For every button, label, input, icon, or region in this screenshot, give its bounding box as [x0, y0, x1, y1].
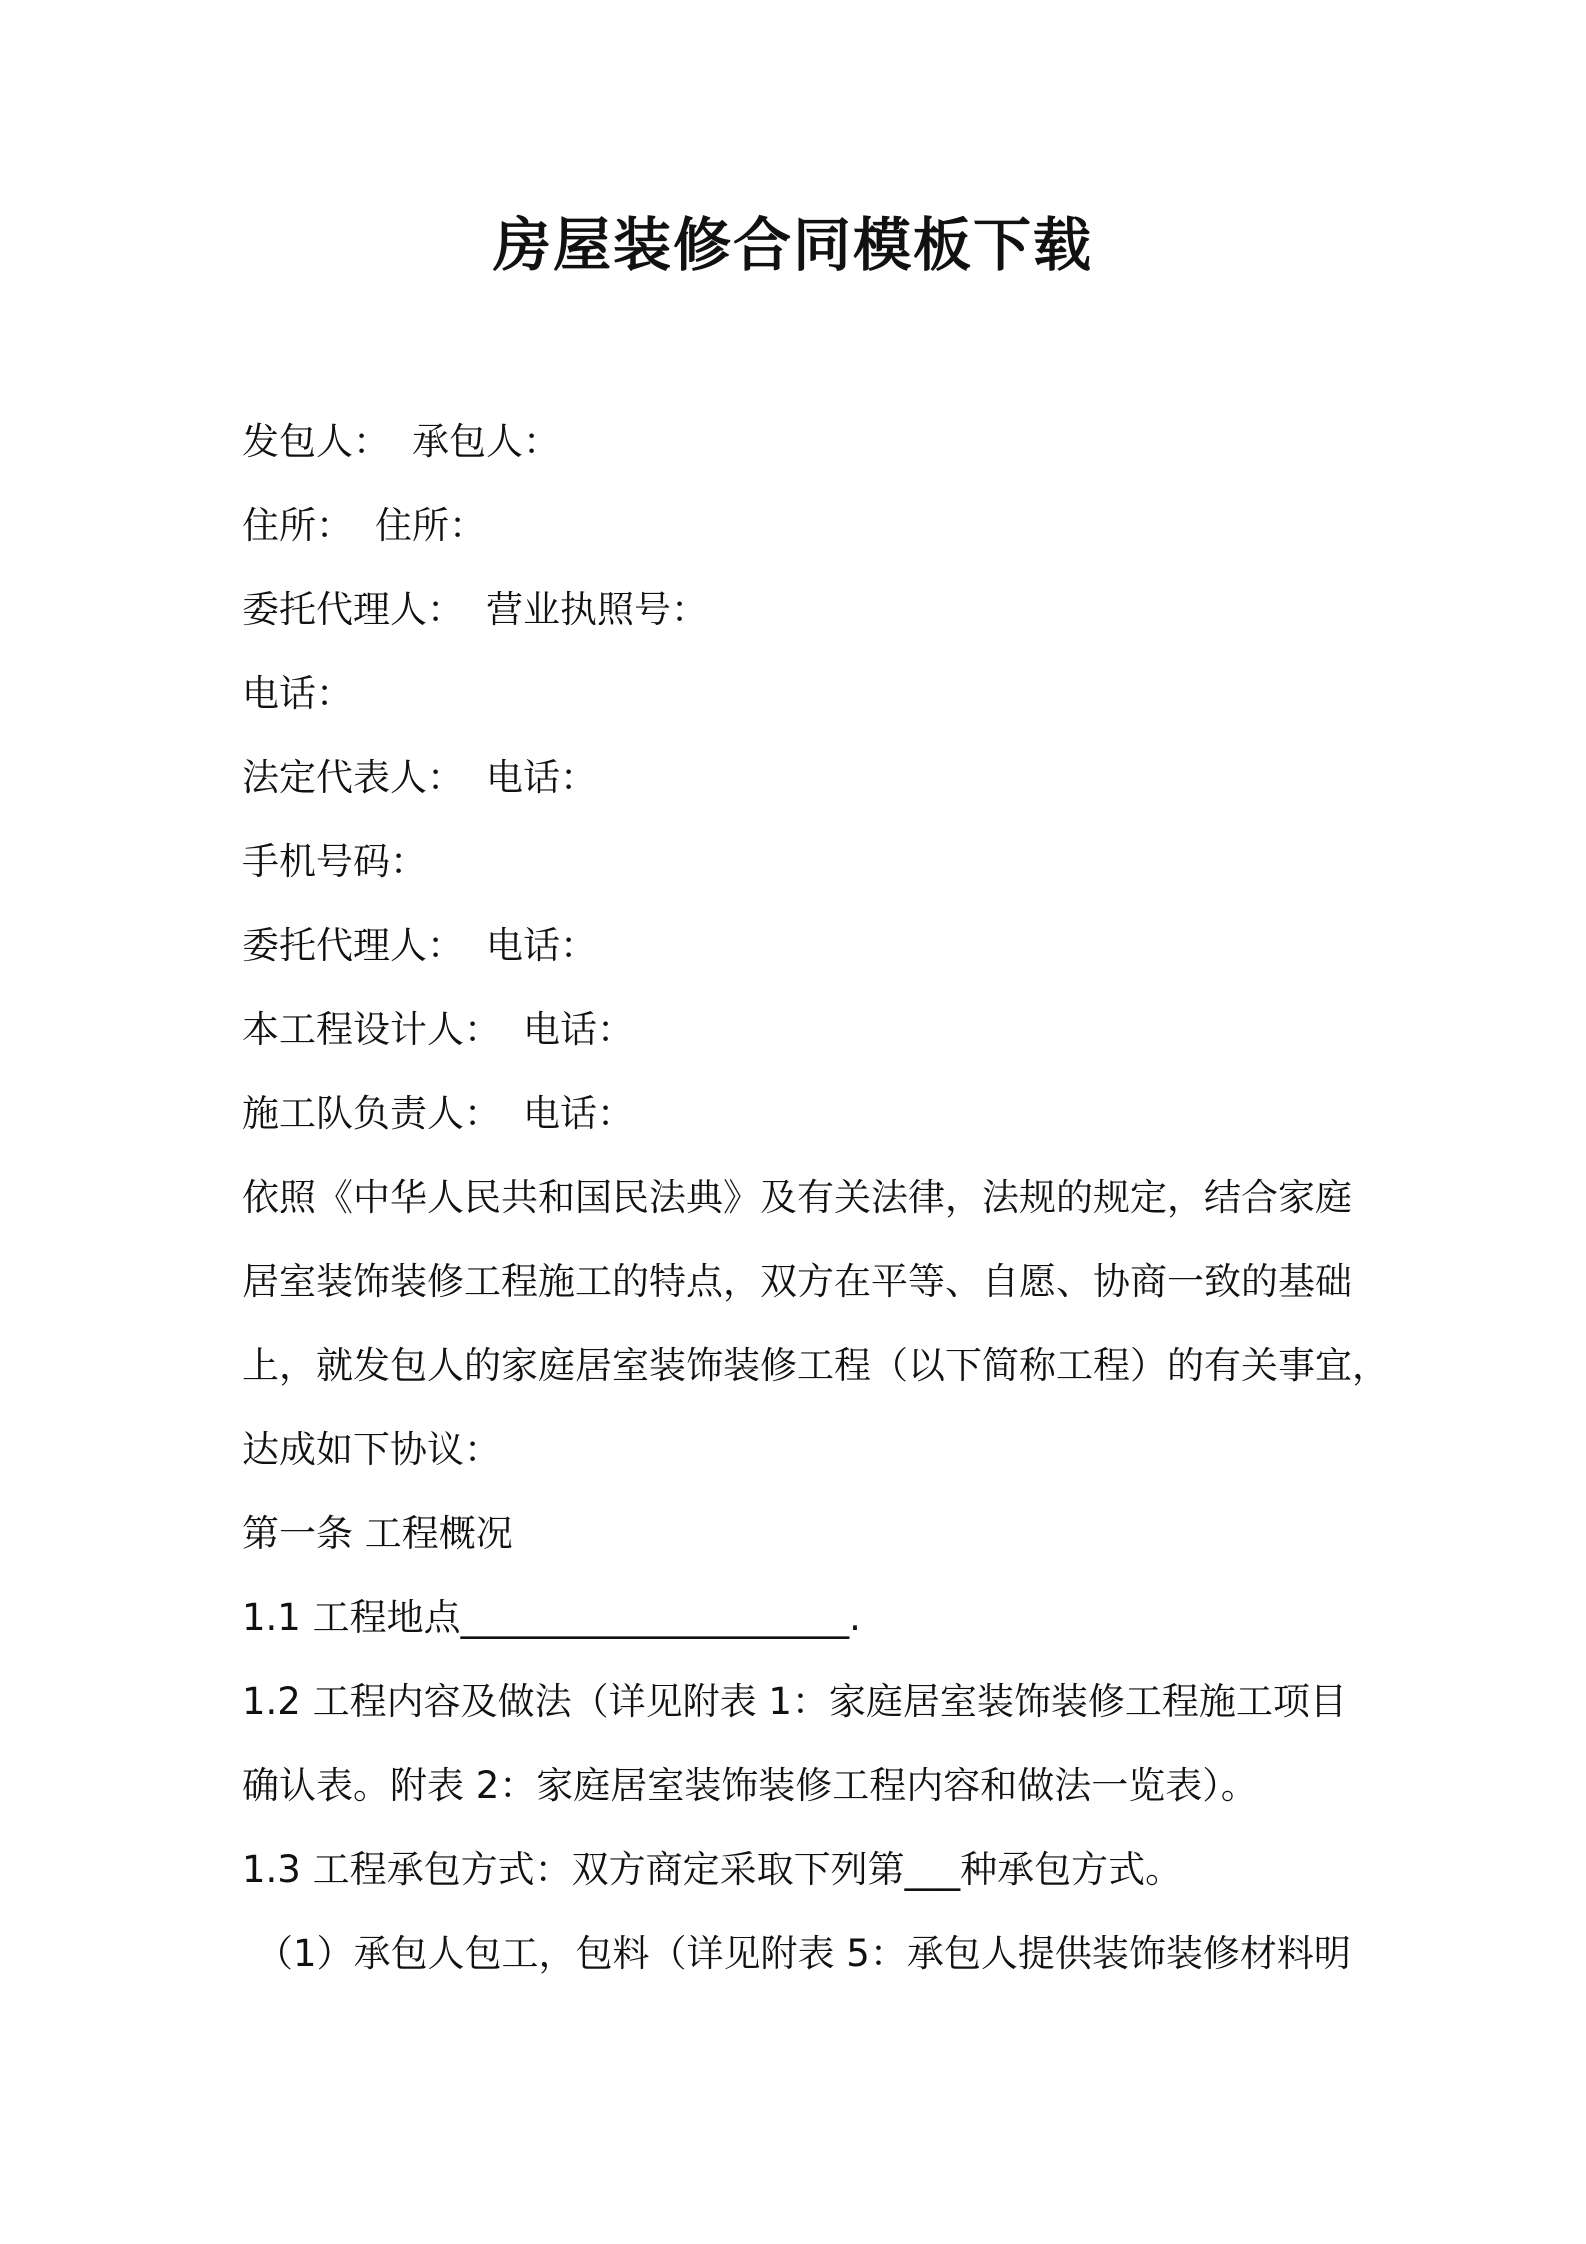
preamble-line-4: 达成如下协议：	[242, 1428, 501, 1471]
employer-label: 发包人：	[242, 420, 390, 463]
parties-line-6	[242, 820, 1362, 904]
preamble-line-2: 居室装饰装修工程施工的特点，双方在平等、自愿、协商一致的基础	[242, 1260, 1352, 1303]
legal-representative-label: 法定代表人：	[242, 756, 464, 799]
legal-rep-phone-label: 电话：	[486, 756, 597, 799]
parties-line-1	[242, 400, 1362, 484]
parties-line-7	[242, 904, 1362, 988]
parties-line-8	[242, 988, 1362, 1072]
document-title: 房屋装修合同模板下载	[492, 211, 1093, 279]
parties-line-2	[242, 484, 1362, 568]
parties-line-5	[242, 736, 1362, 820]
article-1-item-1: 1.1 工程地点_____________________.	[242, 1596, 861, 1639]
team-leader-phone-label: 电话：	[523, 1092, 634, 1135]
contractor-agent-label: 委托代理人：	[242, 924, 464, 967]
document-body	[242, 400, 1389, 1996]
article-1-option-1: （1）承包人包工，包料（详见附表 5：承包人提供装饰装修材料明	[256, 1932, 1351, 1975]
employer-agent-label: 委托代理人：	[242, 588, 464, 631]
employer-phone-label: 电话：	[242, 672, 353, 715]
team-leader-label: 施工队负责人：	[242, 1092, 501, 1135]
mobile-number-label: 手机号码：	[242, 840, 427, 883]
contractor-agent-phone-label: 电话：	[486, 924, 597, 967]
contractor-address-label: 住所：	[375, 504, 486, 547]
parties-line-9	[242, 1072, 1362, 1156]
parties-line-4	[242, 652, 1362, 736]
parties-line-3	[242, 568, 1362, 652]
article-1-heading: 第一条 工程概况	[242, 1512, 513, 1555]
employer-address-label: 住所：	[242, 504, 353, 547]
article-1-item-2-line-1: 1.2 工程内容及做法（详见附表 1：家庭居室装饰装修工程施工项目	[242, 1680, 1347, 1723]
designer-label: 本工程设计人：	[242, 1008, 501, 1051]
article-1-item-3: 1.3 工程承包方式：双方商定采取下列第___种承包方式。	[242, 1848, 1183, 1891]
preamble-line-1: 依照《中华人民共和国民法典》及有关法律，法规的规定，结合家庭	[242, 1176, 1352, 1219]
article-1-item-2-line-2: 确认表。附表 2：家庭居室装饰装修工程内容和做法一览表）。	[242, 1764, 1258, 1807]
preamble-line-3: 上，就发包人的家庭居室装饰装修工程（以下简称工程）的有关事宜，	[242, 1344, 1389, 1387]
business-license-label: 营业执照号：	[486, 588, 708, 631]
designer-phone-label: 电话：	[523, 1008, 634, 1051]
contractor-label: 承包人：	[412, 420, 560, 463]
